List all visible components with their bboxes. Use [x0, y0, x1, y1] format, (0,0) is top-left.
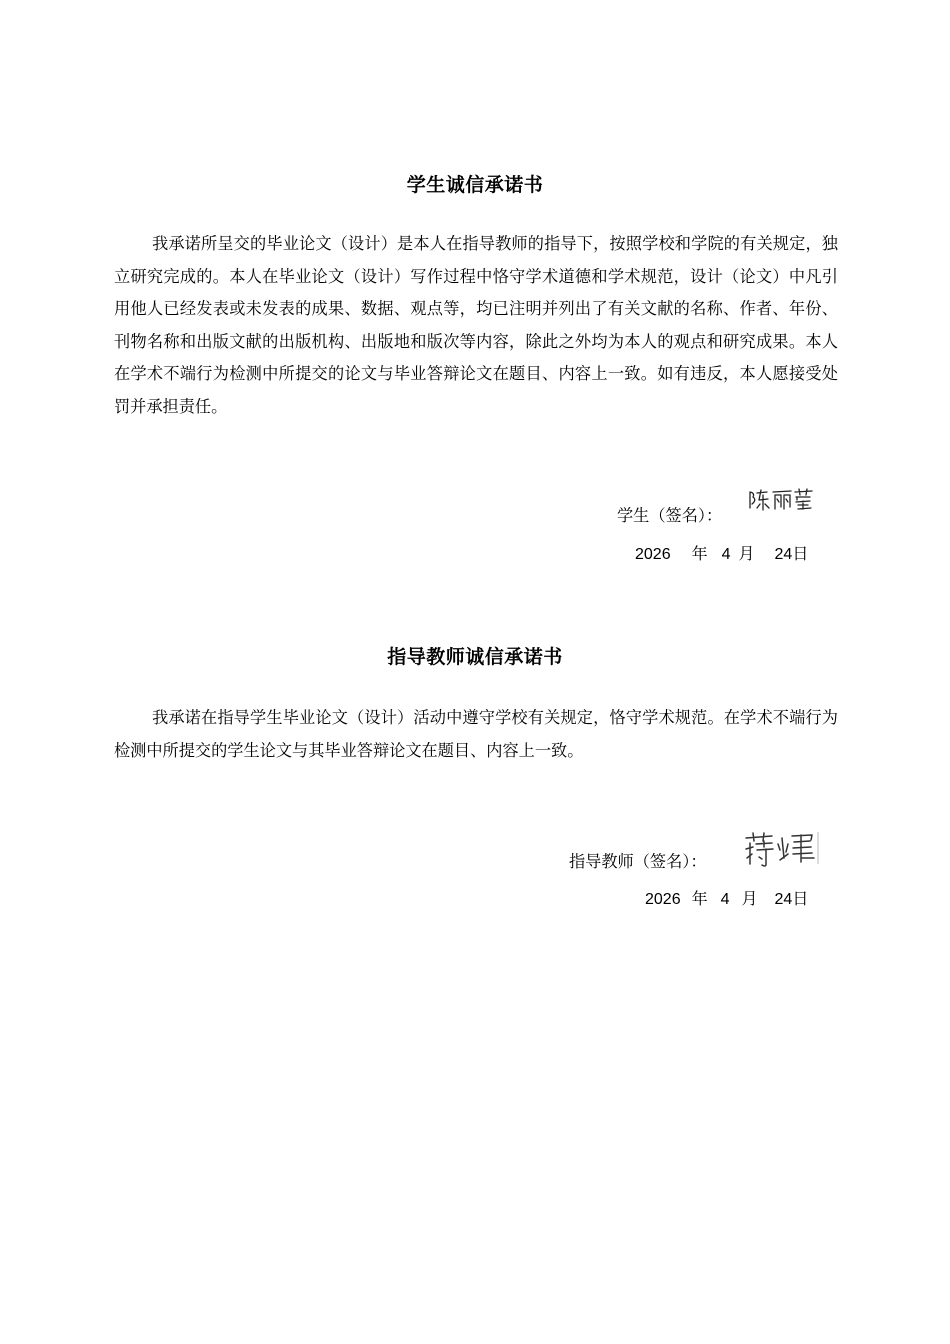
student-date: [635, 541, 808, 564]
student-date-year-unit: 年: [691, 544, 708, 563]
advisor-date-day-unit: 日: [792, 889, 809, 908]
advisor-pledge-body: 我承诺在指导学生毕业论文（设计）活动中遵守学校有关规定，恪守学术规范。在学术不端行为检测中所提交的学生论文与其毕业答辩论文在题目、内容上一致。: [114, 708, 838, 760]
student-pledge-body: 我承诺所呈交的毕业论文（设计）是本人在指导教师的指导下，按照学校和学院的有关规定，独立研究完成的。本人在毕业论文（设计）写作过程中恪守学术道德和学术规范，设计（论文）中凡引用他人已经发表或未发表的成果、数据、观点等，均已注明并列出了有关文献的名称、作者、年份、刊物名称和出版文献的出版机构、出版地和版次等内容，除此之外均为本人的观点和研究成果。本人在学术不端行为检测中所提交的论文与毕业答辩论文在题目、内容上一致。如有违反，本人愿接受处罚并承担责任。: [114, 234, 838, 416]
student-date-year: 2026: [635, 546, 671, 563]
student-date-day: 24: [774, 546, 793, 563]
advisor-date: [645, 886, 808, 909]
advisor-signature-label: 指导教师（签名）：: [569, 852, 707, 871]
student-date-day-unit: 日: [792, 544, 809, 563]
student-date-month-unit: 月: [738, 544, 755, 563]
student-pledge-title: 学生诚信承诺书: [406, 174, 544, 196]
student-date-month: 4: [721, 546, 731, 563]
advisor-handwritten-signature: [744, 830, 824, 870]
student-signature-label: 学生（签名）：: [617, 506, 723, 525]
advisor-date-year: 2026: [645, 891, 681, 908]
advisor-date-year-unit: 年: [691, 889, 708, 908]
advisor-date-month-unit: 月: [741, 889, 758, 908]
advisor-date-month: 4: [720, 891, 730, 908]
advisor-date-day: 24: [774, 891, 793, 908]
student-handwritten-signature: [746, 486, 816, 516]
advisor-pledge-title: 指导教师诚信承诺书: [387, 646, 563, 668]
